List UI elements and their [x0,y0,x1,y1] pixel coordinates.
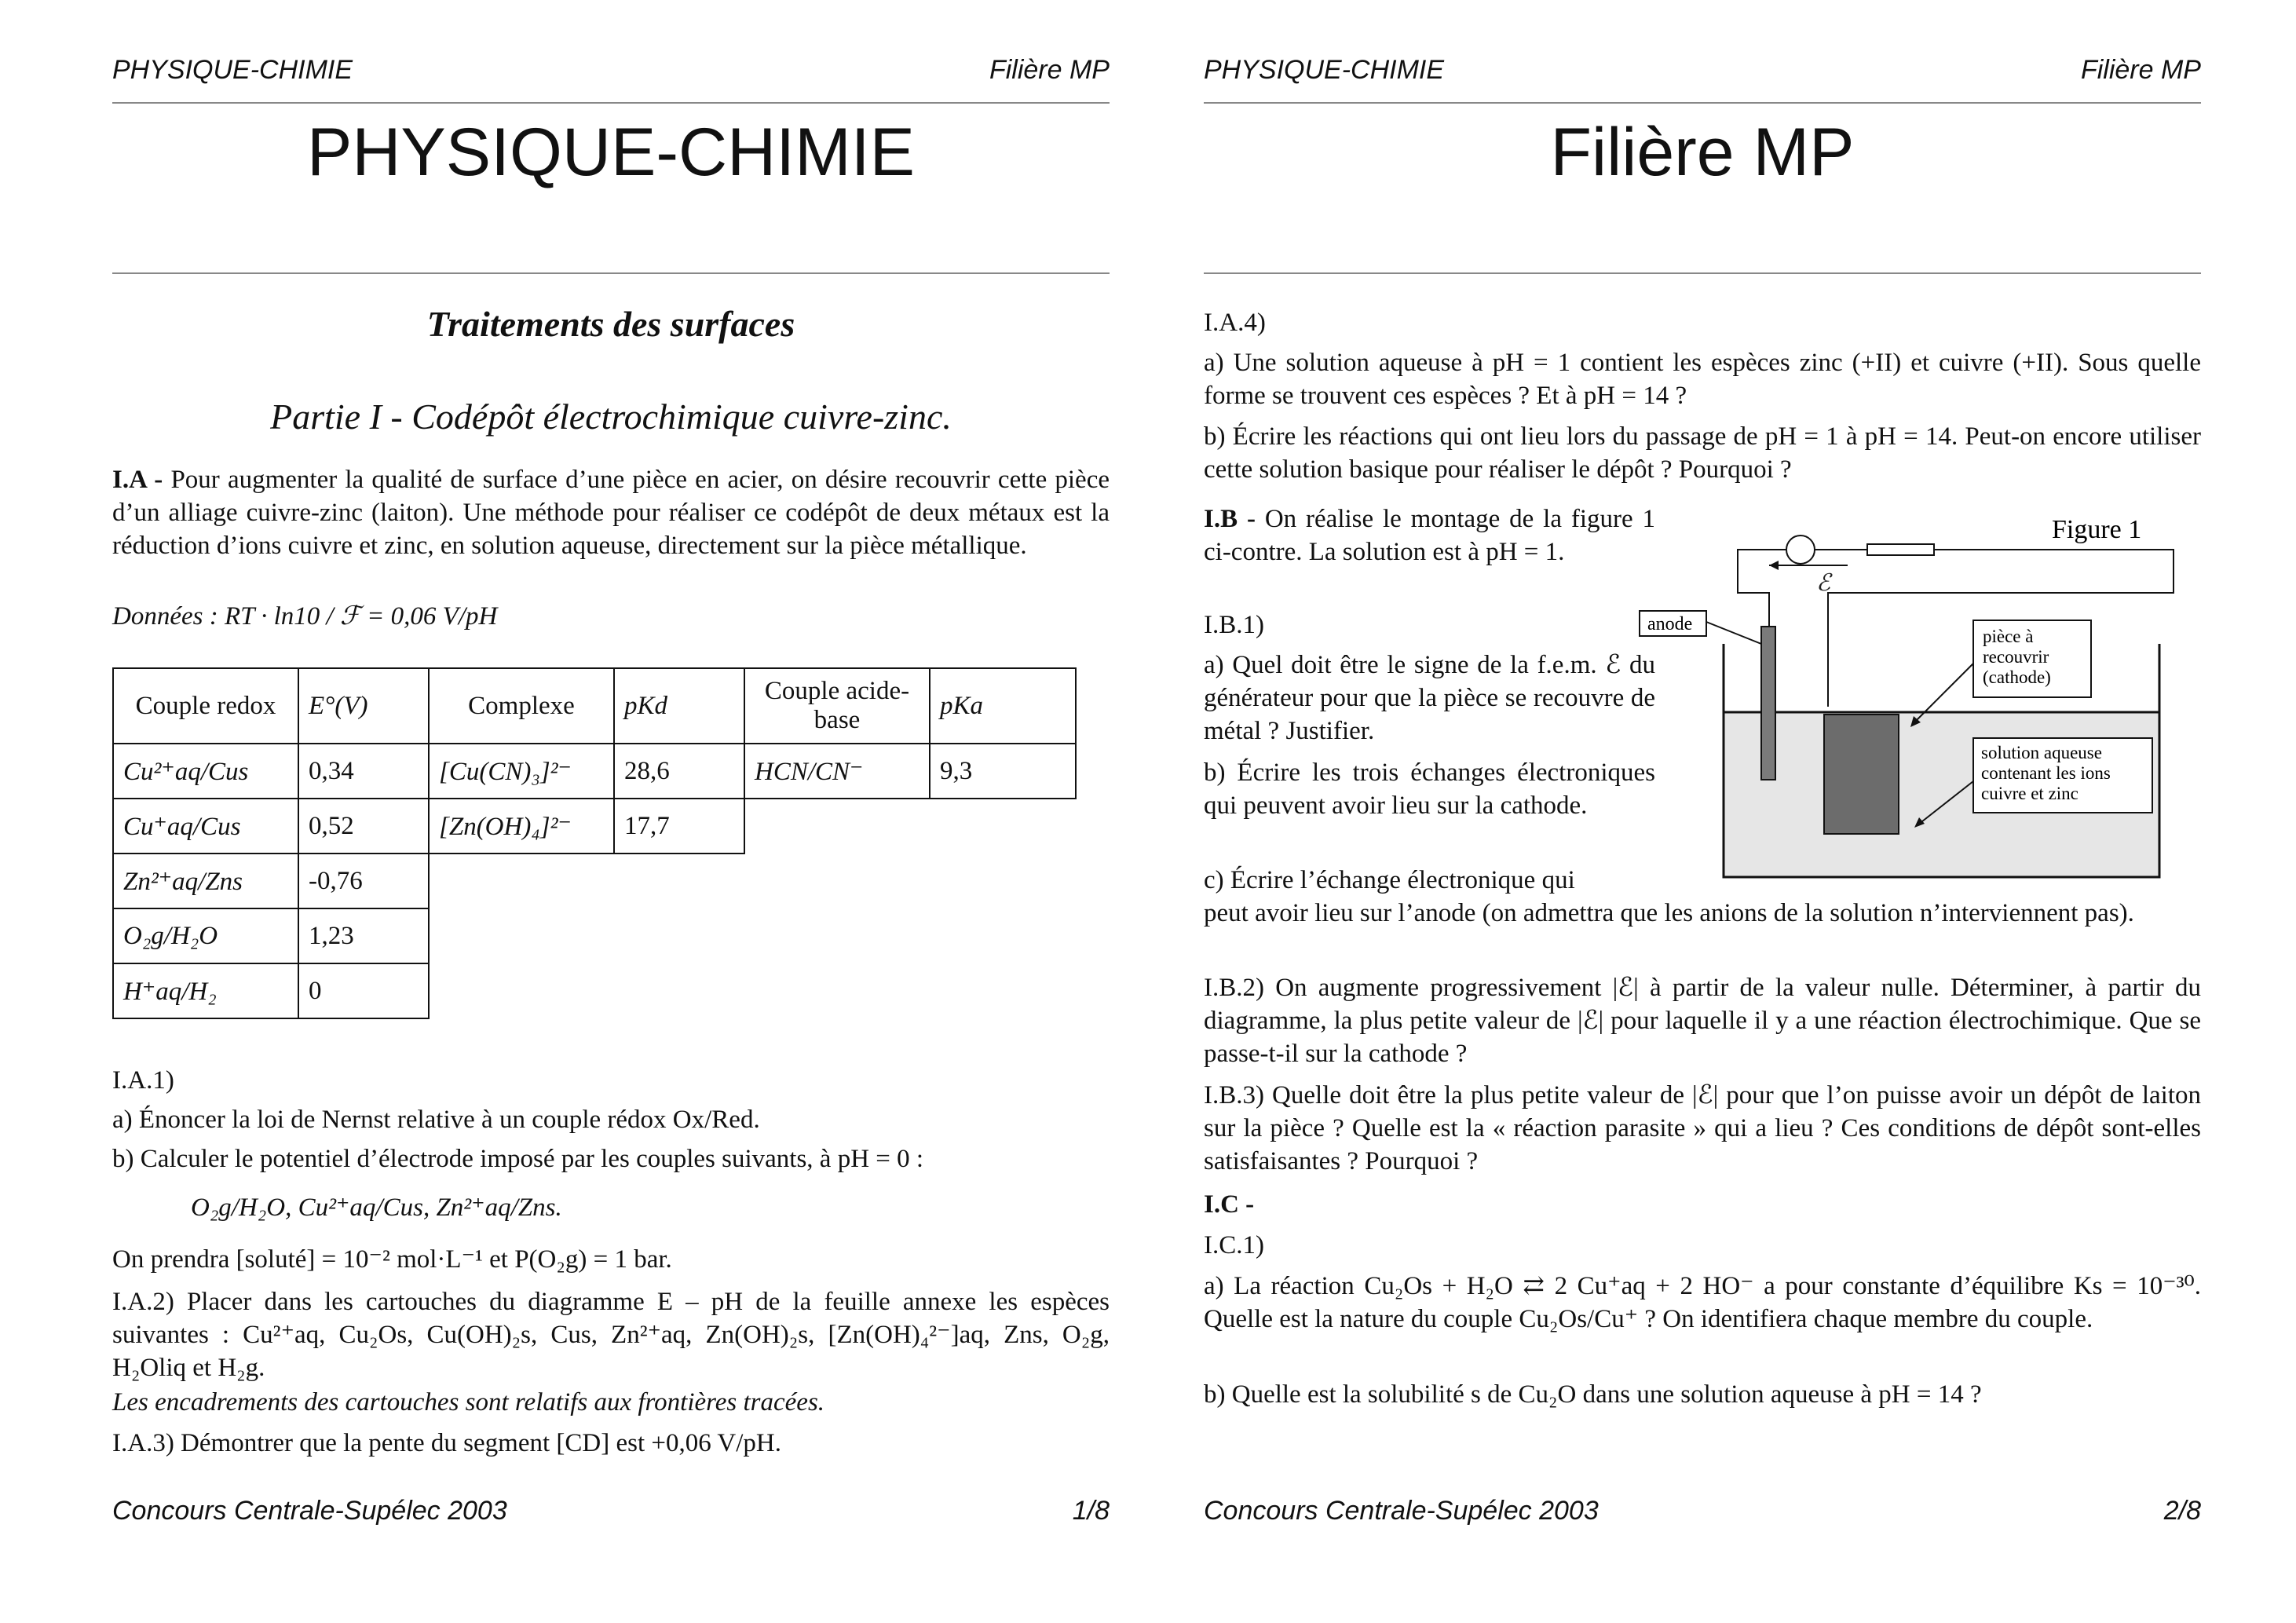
page-title: PHYSIQUE-CHIMIE [306,115,916,190]
section-ia [112,463,1110,562]
anode-electrode [1761,627,1775,780]
section-ic [1204,1188,2201,1221]
table-header-cell: Complexe [429,668,614,744]
table-row [113,963,1076,1018]
section-ib-text: On réalise le montage de la figure 1 ci-contre. La solution est à pH = 1. [1204,505,1656,566]
table-cell: 28,6 [614,744,744,799]
data-table [112,667,1077,1019]
table-cell: -0,76 [298,854,429,908]
table-cell: Zn²⁺aq/Zns [113,854,298,908]
cathode-piece [1824,715,1899,834]
figure-electrolysis-cell [1647,510,2201,895]
section-ic-label: I.C - [1204,1190,1255,1219]
header-subject: PHYSIQUE-CHIMIE [112,55,353,85]
header-rule [1204,102,2201,104]
table-cell: 0,34 [298,744,429,799]
document-title: Traitements des surfaces [426,304,795,344]
table-cell: 0 [298,963,429,1018]
question-ib1b: b) Écrire les trois échanges électroniques qui peuvent avoir lieu sur la cathode. [1204,758,1655,820]
header-subject: PHYSIQUE-CHIMIE [1204,55,1445,85]
question-ib3: I.B.3) Quelle doit être la plus petite valeur de |ℰ| pour que l’on puisse avoir un dépôt de laiton sur la pièce ? Quelle est la « réaction parasite » qui a lieu ? Ces conditions de dépôt sont-elles satisfaisantes ? Pourquoi ? [1204,1081,2201,1175]
table-cell: 0,52 [298,799,429,854]
table-cell: 9,3 [930,744,1076,799]
table-header-cell: pKa [930,668,1076,744]
table-row [113,744,1076,799]
table-header-row [113,668,1076,744]
question-ia1-couples: O₂g/H₂O, Cu²⁺aq/Cus, Zn²⁺aq/Zns. [191,1193,562,1222]
figure-title: Figure 1 [2052,515,2142,544]
question-ia3: I.A.3) Démontrer que la pente du segment [CD] est +0,06 V/pH. [112,1429,781,1457]
question-ib1a: a) Quel doit être le signe de la f.e.m. ℰ du générateur pour que la pièce se recouvre de métal ? Justifier. [1204,651,1655,745]
question-ia4-label: I.A.4) [1204,309,1266,337]
page-left [112,0,1110,1623]
section-ia-text: Pour augmenter la qualité de surface d’une pièce en acier, on désire recouvrir cette pièce d’un alliage cuivre-zinc (laiton). Une méthode pour réaliser ce codépôt de deux métaux est la réduction d’ions cuivre et zinc, en solution aqueuse, directement sur la pièce métallique. [112,466,1110,560]
table-cell: [Zn(OH)₄]²⁻ [429,799,614,854]
running-header [1204,55,2201,91]
part-title: Partie I - Codépôt électrochimique cuivre-zinc. [270,397,952,437]
header-rule [112,102,1110,104]
emf-arrow-head-icon [1769,561,1779,570]
question-ia1-conditions: On prendra [soluté] = 10⁻² mol·L⁻¹ et P(O₂g) = 1 bar. [112,1245,672,1274]
question-ic1a: a) La réaction Cu₂Os + H₂O ⇄ 2 Cu⁺aq + 2 HO⁻ a pour constante d’équilibre Ks = 10⁻³⁰. Quelle est la nature du couple Cu₂Os/Cu⁺ ? On identifiera chaque membre du couple. [1204,1272,2201,1333]
question-ia2-note: Les encadrements des cartouches sont relatifs aux frontières tracées. [112,1388,825,1416]
table-cell: H⁺aq/H₂ [113,963,298,1018]
table-header-cell: pKd [614,668,744,744]
question-ia1-label: I.A.1) [112,1066,174,1095]
question-ic1b: b) Quelle est la solubilité s de Cu₂O dans une solution aqueuse à pH = 14 ? [1204,1380,1982,1409]
table-header-cell: Couple redox [113,668,298,744]
table-row [113,854,1076,908]
question-ib1c-start: c) Écrire l’échange électronique qui [1204,866,1575,894]
table-empty-cell [429,963,1076,1018]
table-row [113,908,1076,963]
table-header-cell: Couple acide-base [744,668,930,744]
page-number: 1/8 [1072,1496,1110,1526]
question-ic1-label: I.C.1) [1204,1231,1264,1259]
table-empty-cell [429,854,1076,908]
section-ib [1204,503,1655,568]
table-cell: [Cu(CN)₃]²⁻ [429,744,614,799]
footer-contest: Concours Centrale-Supélec 2003 [112,1496,507,1526]
anode-label: anode [1647,614,1693,634]
question-ia4a: a) Une solution aqueuse à pH = 1 contient les espèces zinc (+II) et cuivre (+II). Sous quelle forme se trouvent ces espèces ? Et à pH = 14 ? [1204,349,2201,410]
table-empty-cell [429,908,1076,963]
piece-label-line: (cathode) [1983,667,2051,687]
question-ia1b: b) Calculer le potentiel d’électrode imposé par les couples suivants, à pH = 0 : [112,1145,924,1173]
question-ib1c-rest: peut avoir lieu sur l’anode (on admettra que les anions de la solution n’interviennent pas). [1204,899,2134,927]
table-cell: 1,23 [298,908,429,963]
section-ib-label: I.B - [1204,505,1256,533]
title-rule [112,272,1110,274]
solution-label-line: contenant les ions [1981,763,2111,783]
page-number: 2/8 [2163,1496,2201,1526]
solution-label-line: solution aqueuse [1981,743,2102,762]
section-ia-label: I.A - [112,466,163,494]
page-right [1204,0,2201,1623]
generator-icon [1786,536,1815,564]
piece-label-line: pièce à [1983,627,2034,646]
header-stream: Filière MP [989,55,1110,85]
circuit-wire [1738,550,2174,707]
question-ib2: I.B.2) On augmente progressivement |ℰ| à partir de la valeur nulle. Déterminer, à partir du diagramme, la plus petite valeur de |ℰ| pour laquelle il y a une réaction électrochimique. Que se passe-t-il sur la cathode ? [1204,974,2201,1068]
table-empty-cell [744,799,1076,854]
table-cell: Cu²⁺aq/Cus [113,744,298,799]
question-ia2: I.A.2) Placer dans les cartouches du diagramme E – pH de la feuille annexe les espèces suivantes : Cu²⁺aq, Cu₂Os, Cu(OH)₂s, Cus, Zn²⁺aq, Zn(OH)₂s, [Zn(OH)₄²⁻]aq, Zns, O₂g, H₂Oliq et H₂g. [112,1288,1110,1382]
question-ib1-label: I.B.1) [1204,611,1264,639]
table-row [113,799,1076,854]
page-title: Filière MP [1550,115,1855,190]
table-cell: 17,7 [614,799,744,854]
question-ia1a: a) Énoncer la loi de Nernst relative à un couple rédox Ox/Red. [112,1106,760,1134]
donnees-line: Données : RT · ln10 / ℱ = 0,06 V/pH [112,602,498,631]
solution-label-line: cuivre et zinc [1981,784,2078,803]
title-rule [1204,272,2201,274]
footer-contest: Concours Centrale-Supélec 2003 [1204,1496,1599,1526]
emf-symbol: ℰ [1816,569,1831,597]
table-cell: HCN/CN⁻ [744,744,930,799]
header-stream: Filière MP [2080,55,2201,85]
anode-pointer [1706,622,1761,644]
table-header-cell: E°(V) [298,668,429,744]
table-cell: O₂g/H₂O [113,908,298,963]
piece-label-line: recouvrir [1983,647,2049,667]
table-cell: Cu⁺aq/Cus [113,799,298,854]
running-header [112,55,1110,91]
resistor-icon [1867,544,1934,555]
question-ia4b: b) Écrire les réactions qui ont lieu lors du passage de pH = 1 à pH = 14. Peut-on encore utiliser cette solution basique pour réaliser le dépôt ? Pourquoi ? [1204,422,2201,484]
